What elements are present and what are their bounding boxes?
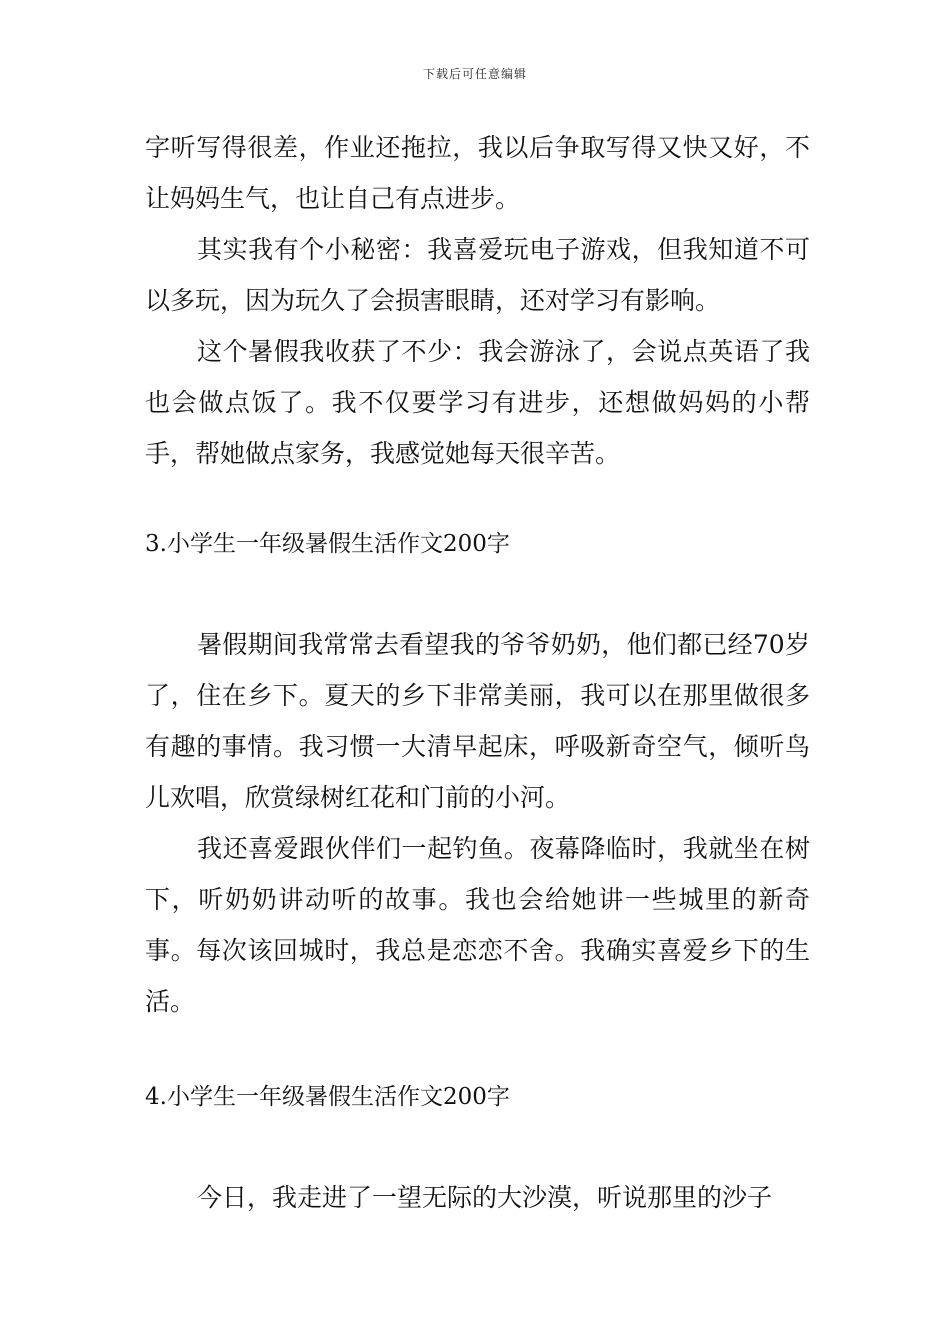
paragraph-homework: 字听写得很差，作业还拖拉，我以后争取写得又快又好，不让妈妈生气，也让自己有点进步。: [145, 133, 810, 213]
paragraph-harvest: 这个暑假我收获了不少：我会游泳了，会说点英语了我也会做点饭了。我不仅要学习有进步，还想做妈妈的小帮手，帮她做点家务，我感觉她每天很辛苦。: [145, 337, 810, 468]
page-header: 下载后可任意编辑: [422, 67, 527, 81]
section-heading-3: 3.小学生一年级暑假生活作文200字: [145, 531, 510, 557]
paragraph-secret: 其实我有个小秘密：我喜爱玩电子游戏，但我知道不可以多玩，因为玩久了会损害眼睛，还对学习有影响。: [145, 235, 810, 315]
paragraph-grandparents: 暑假期间我常常去看望我的爷爷奶奶，他们都已经70岁了，住在乡下。夏天的乡下非常美丽，我可以在那里做很多有趣的事情。我习惯一大清早起床，呼吸新奇空气，倾听鸟儿欢唱，欣赏绿树红花和门前的小河。: [145, 630, 810, 812]
section-heading-4: 4.小学生一年级暑假生活作文200字: [145, 1084, 510, 1110]
paragraph-fishing: 我还喜爱跟伙伴们一起钓鱼。夜幕降临时，我就坐在树下，听奶奶讲动听的故事。我也会给她讲一些城里的新奇事。每次该回城时，我总是恋恋不舍。我确实喜爱乡下的生活。: [145, 834, 810, 1016]
paragraph-desert: 今日，我走进了一望无际的大沙漠，听说那里的沙子: [197, 1183, 773, 1212]
document-body: [145, 122, 810, 1223]
